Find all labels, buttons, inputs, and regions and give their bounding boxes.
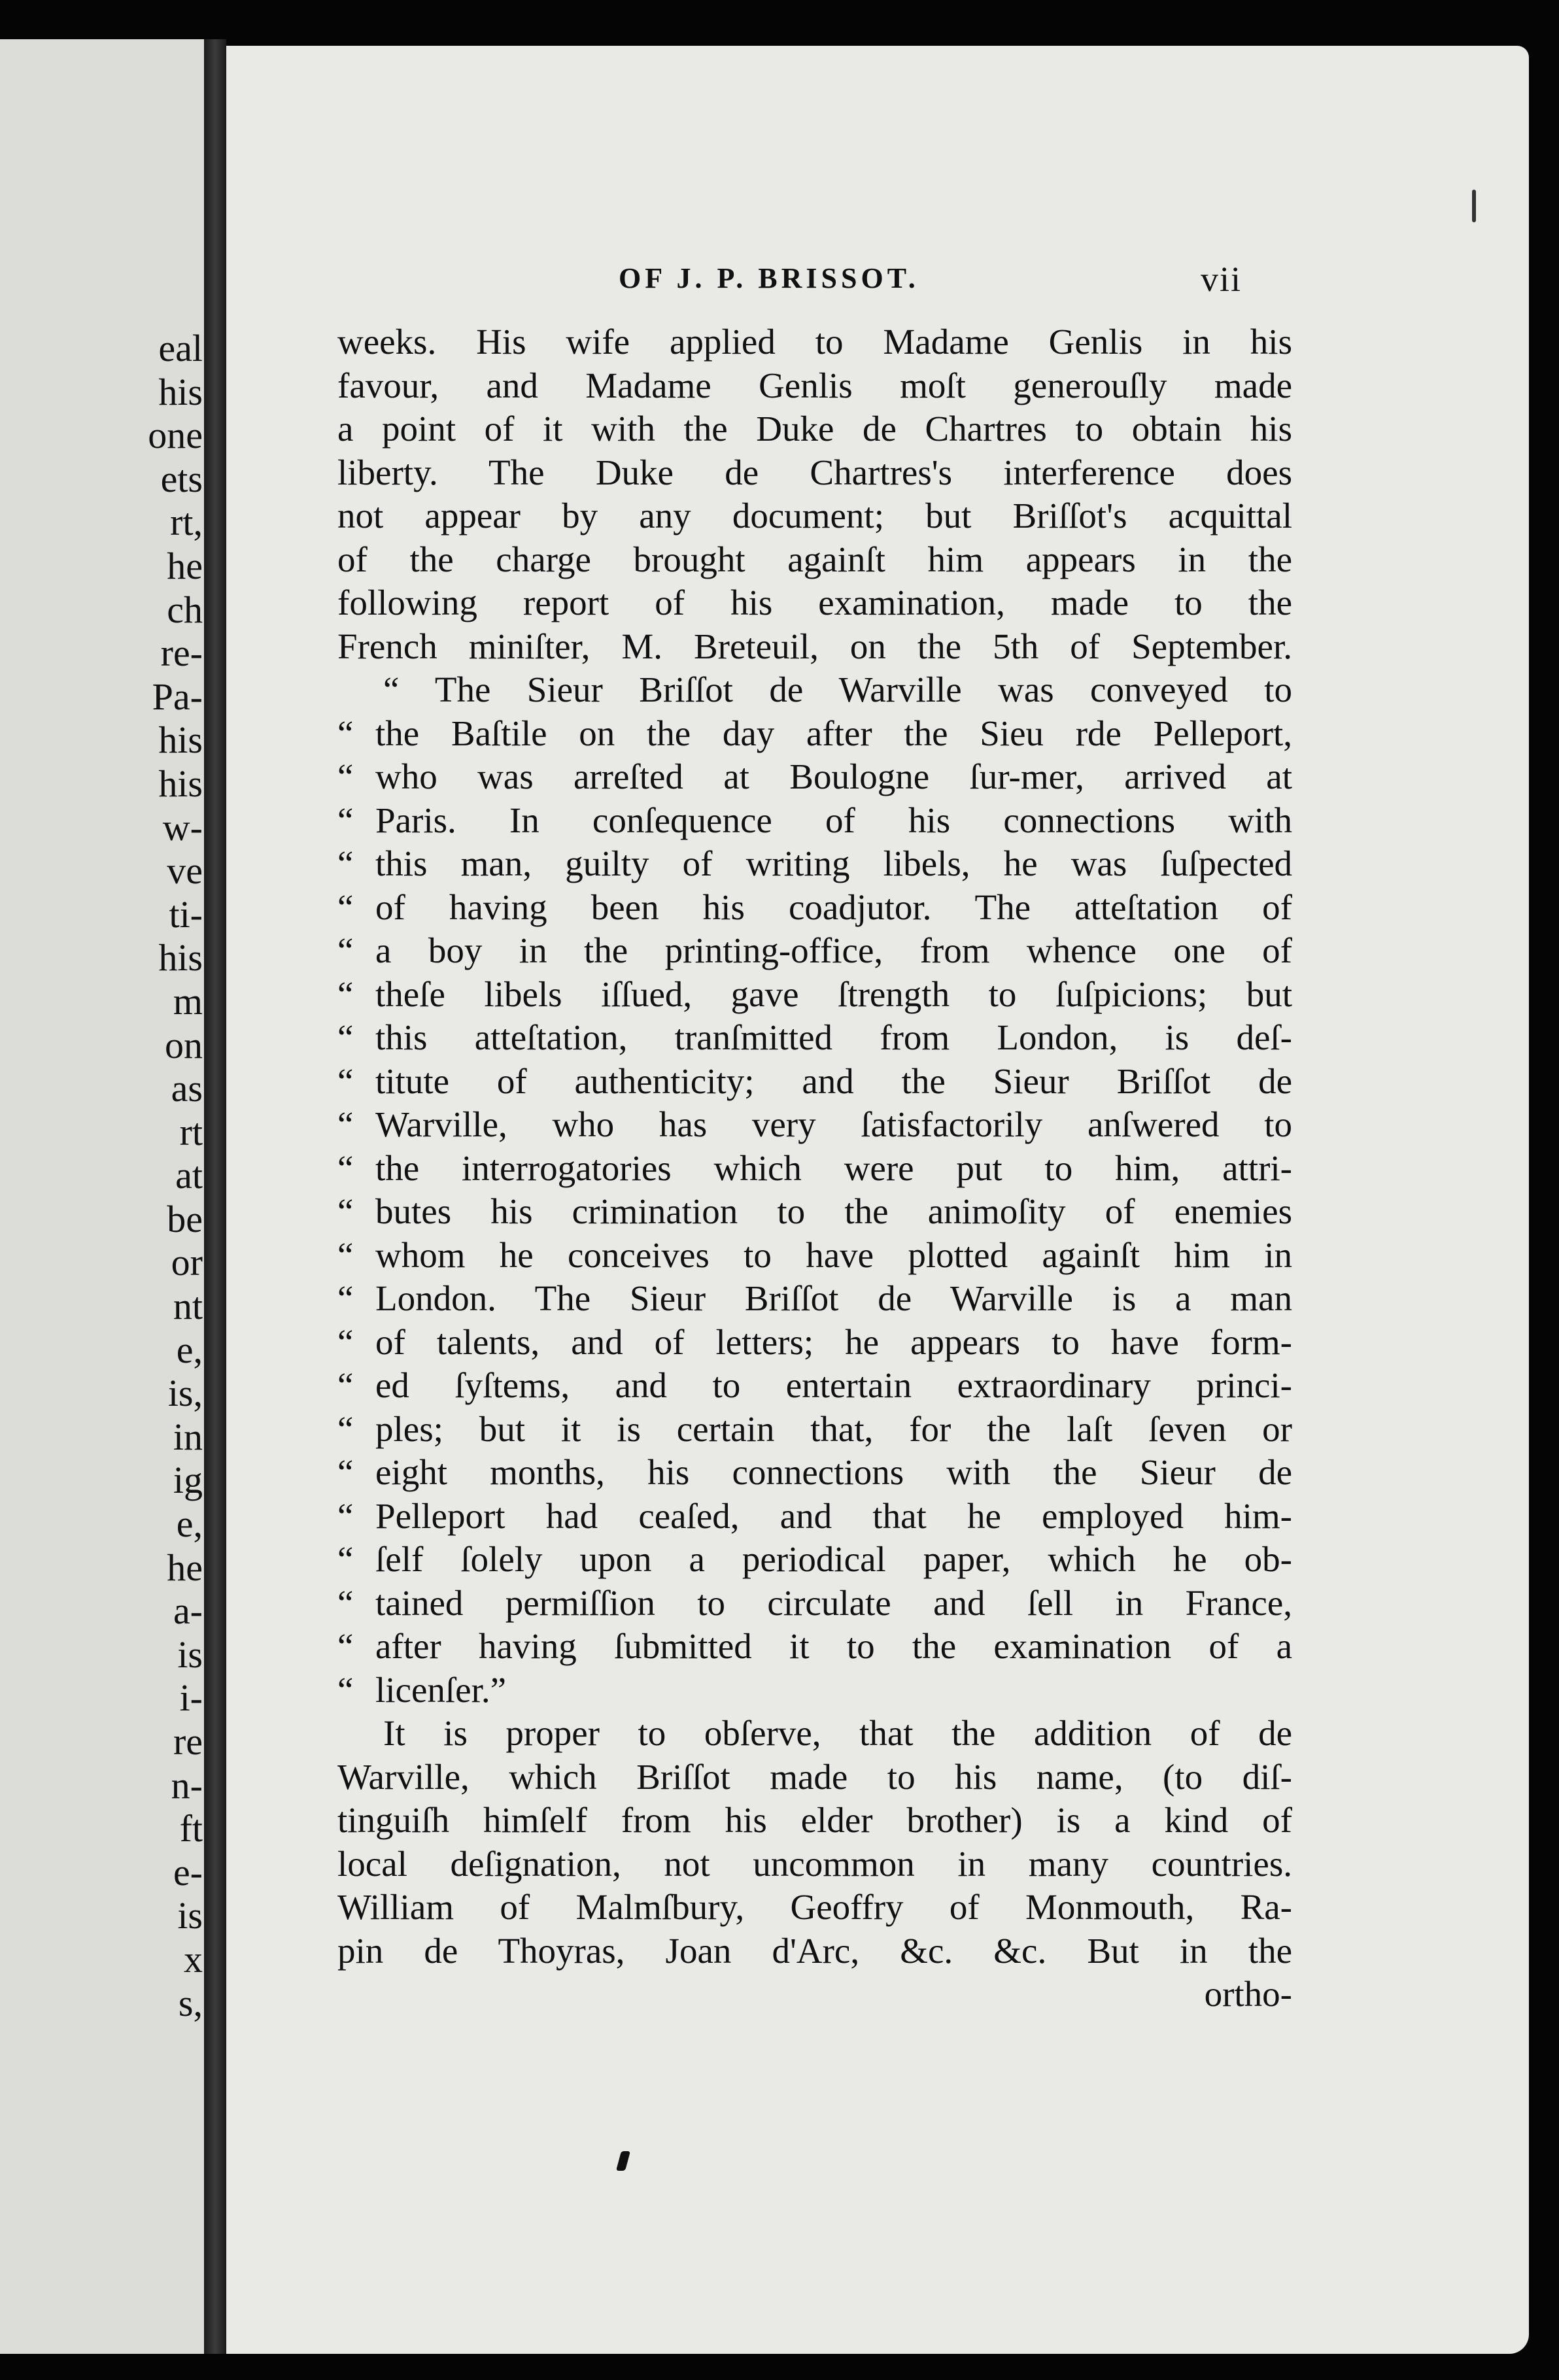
left-fragment: ets	[160, 457, 203, 500]
text-line-content: the interrogatories which were put to him, attri-	[375, 1148, 1292, 1188]
text-line	[337, 1016, 1292, 1060]
left-fragment: e,	[176, 1328, 203, 1371]
running-head-title: OF J. P. BRISSOT.	[619, 262, 919, 294]
body-text	[337, 320, 1292, 2016]
text-line	[337, 625, 1292, 669]
text-line-content: ſelf ſolely upon a periodical paper, which he ob-	[375, 1539, 1292, 1579]
left-fragment: re-	[160, 632, 203, 675]
text-line-content: ed ſyſtems, and to entertain extraordinary princi-	[375, 1365, 1292, 1405]
text-line-content: theſe libels iſſued, gave ſtrength to ſuſpicions; but	[375, 974, 1292, 1014]
quote-mark: “	[337, 756, 354, 796]
left-fragment: is,	[167, 1372, 203, 1415]
quote-mark: “	[337, 1582, 354, 1623]
text-line	[337, 1669, 1292, 1712]
left-fragment: on	[165, 1023, 203, 1066]
text-line-content: eight months, his connections with the Sieur de	[375, 1452, 1292, 1492]
left-fragment: m	[173, 979, 203, 1023]
left-fragment: rt	[179, 1110, 203, 1153]
text-line-content: this atteſtation, tranſmitted from London, is deſ-	[375, 1017, 1292, 1057]
text-line-content: this man, guilty of writing libels, he was ſuſpected	[375, 843, 1292, 883]
quote-mark: “	[337, 1191, 354, 1231]
text-line	[337, 1364, 1292, 1408]
quote-mark: “	[337, 1408, 354, 1449]
left-fragment: be	[167, 1197, 203, 1240]
left-fragment: or	[171, 1241, 203, 1284]
text-line-content: It is proper to obſerve, that the addition of de	[383, 1713, 1292, 1753]
left-fragment: a-	[173, 1590, 203, 1633]
text-line-content: William of Malmſbury, Geoffry of Monmouth, Ra-	[337, 1887, 1292, 1927]
text-line	[337, 886, 1292, 930]
left-fragment: he	[167, 1546, 203, 1589]
left-fragment: n-	[171, 1763, 203, 1807]
quote-mark: “	[337, 800, 354, 840]
left-page-edge	[0, 39, 204, 2354]
text-line-content: “ The Sieur Briſſot de Warville was conveyed to	[383, 670, 1292, 709]
left-fragment: w-	[162, 806, 203, 849]
page-number: vii	[1201, 260, 1242, 299]
text-line	[337, 538, 1292, 582]
text-line-content: a boy in the printing-office, from whence one of	[375, 930, 1292, 970]
text-line	[337, 1234, 1292, 1278]
quote-mark: “	[337, 1017, 354, 1057]
text-line-content: pin de Thoyras, Joan d'Arc, &c. &c. But in the	[337, 1930, 1292, 1971]
text-line	[337, 1625, 1292, 1669]
left-fragment: x	[184, 1937, 203, 1980]
text-line	[337, 1190, 1292, 1234]
text-line	[337, 451, 1292, 495]
text-line	[337, 1930, 1292, 1973]
text-line	[337, 1843, 1292, 1886]
text-line-content: Pelleport had ceaſed, and that he employed him-	[375, 1495, 1292, 1536]
left-fragment: his	[158, 762, 203, 805]
left-fragment: ti-	[169, 892, 203, 936]
quote-mark: “	[337, 1104, 354, 1144]
text-line-content: weeks. His wife applied to Madame Genlis in his	[337, 322, 1292, 362]
text-line	[337, 1538, 1292, 1582]
left-fragment: one	[148, 414, 203, 457]
text-line	[337, 1277, 1292, 1321]
quote-mark: “	[337, 1234, 354, 1275]
left-fragment: eal	[158, 327, 203, 369]
quote-mark: “	[337, 1452, 354, 1492]
quote-mark: “	[337, 1495, 354, 1536]
text-line-content: of having been his coadjutor. The atteſtation of	[375, 887, 1292, 927]
quote-mark: “	[337, 1539, 354, 1579]
ink-smudge	[616, 2151, 630, 2171]
left-fragment: ig	[173, 1459, 203, 1502]
quote-mark: “	[337, 1669, 354, 1710]
left-fragment: s,	[178, 1981, 203, 2024]
left-fragment: at	[175, 1154, 203, 1197]
left-fragment: ft	[179, 1807, 203, 1850]
running-head	[226, 262, 1529, 314]
left-fragment: ch	[167, 588, 203, 631]
text-line	[337, 1756, 1292, 1799]
text-line	[337, 364, 1292, 408]
text-line-content: of talents, and of letters; he appears to have form-	[375, 1321, 1292, 1362]
text-line-content: after having ſubmitted it to the examination of a	[375, 1626, 1292, 1666]
text-line-content: Paris. In conſequence of his connections with	[375, 800, 1292, 840]
quote-mark: “	[337, 1278, 354, 1318]
text-line	[337, 1060, 1292, 1104]
text-line	[337, 407, 1292, 451]
text-line	[337, 1886, 1292, 1930]
text-line-content: Warville, who has very ſatisfactorily anſwered to	[375, 1104, 1292, 1144]
text-line-content: the Baſtile on the day after the Sieu rde Pelleport,	[375, 713, 1292, 753]
text-line-content: whom he conceives to have plotted againſt him in	[375, 1234, 1292, 1275]
text-line	[337, 1147, 1292, 1191]
quote-mark: “	[337, 930, 354, 970]
text-line-content: ples; but it is certain that, for the laſt ſeven or	[375, 1408, 1292, 1449]
text-line-content: Warville, which Briſſot made to his name, (to diſ-	[337, 1756, 1292, 1797]
text-line	[337, 494, 1292, 538]
left-page-text-fragments	[124, 327, 203, 2025]
text-line-content: who was arreſted at Boulogne ſur-mer, arrived at	[375, 756, 1292, 796]
left-fragment: as	[171, 1067, 203, 1110]
book-gutter	[204, 39, 226, 2354]
text-line	[337, 1321, 1292, 1365]
text-line	[337, 1408, 1292, 1452]
text-line-content: tained permiſſion to circulate and ſell in France,	[375, 1582, 1292, 1623]
text-line-content: a point of it with the Duke de Chartres to obtain his	[337, 409, 1292, 449]
left-fragment: his	[158, 719, 203, 762]
text-line	[337, 320, 1292, 364]
text-line-content: titute of authenticity; and the Sieur Briſſot de	[375, 1061, 1292, 1101]
text-line-content: favour, and Madame Genlis moſt generouſly made	[337, 365, 1292, 405]
left-fragment: Pa-	[152, 675, 203, 718]
text-line	[337, 1451, 1292, 1495]
text-line	[337, 1495, 1292, 1538]
text-line-content: following report of his examination, made to the	[337, 583, 1292, 622]
text-line-content: London. The Sieur Briſſot de Warville is a man	[375, 1278, 1292, 1318]
left-fragment: ve	[167, 849, 203, 892]
quote-mark: “	[337, 974, 354, 1014]
quote-mark: “	[337, 843, 354, 883]
quote-mark: “	[337, 1365, 354, 1405]
left-fragment: he	[167, 544, 203, 587]
text-line	[337, 712, 1292, 756]
text-line-content: ortho-	[1204, 1974, 1292, 2014]
left-fragment: is	[177, 1894, 203, 1937]
quote-mark: “	[337, 1061, 354, 1101]
left-fragment: e-	[173, 1850, 203, 1894]
text-line-content: licenſer.”	[375, 1669, 507, 1710]
text-line	[337, 1712, 1292, 1756]
quote-mark: “	[337, 1148, 354, 1188]
text-line	[337, 1973, 1292, 2016]
left-fragment: nt	[173, 1285, 203, 1328]
left-fragment: in	[173, 1415, 203, 1458]
left-fragment: i-	[179, 1676, 203, 1720]
quote-mark: “	[337, 1626, 354, 1666]
right-page	[226, 46, 1529, 2354]
left-fragment: e,	[176, 1503, 203, 1546]
text-line-content: not appear by any document; but Briſſot's acquittal	[337, 496, 1292, 536]
left-fragment: rt,	[170, 501, 203, 544]
text-line	[337, 1103, 1292, 1147]
left-fragment: his	[158, 370, 203, 413]
text-line-content: local deſignation, not uncommon in many countries.	[337, 1843, 1292, 1884]
quote-mark: “	[337, 887, 354, 927]
text-line	[337, 755, 1292, 799]
left-fragment: his	[158, 936, 203, 979]
text-line	[337, 1799, 1292, 1843]
text-line	[337, 668, 1292, 712]
text-line	[337, 1582, 1292, 1625]
text-line	[337, 842, 1292, 886]
text-line	[337, 799, 1292, 843]
text-line	[337, 581, 1292, 625]
text-line-content: butes his crimination to the animoſity of enemies	[375, 1191, 1292, 1231]
left-fragment: re	[173, 1720, 203, 1763]
text-line-content: liberty. The Duke de Chartres's interference does	[337, 452, 1292, 492]
quote-mark: “	[337, 713, 354, 753]
text-line-content: tinguiſh himſelf from his elder brother) is a kind of	[337, 1800, 1292, 1840]
text-line-content: French miniſter, M. Breteuil, on the 5th of September.	[337, 626, 1292, 666]
page-edge-mark	[1472, 190, 1476, 222]
text-line	[337, 929, 1292, 973]
text-line	[337, 973, 1292, 1017]
left-fragment: is	[177, 1633, 203, 1676]
text-line-content: of the charge brought againſt him appears in the	[337, 539, 1292, 579]
quote-mark: “	[337, 1321, 354, 1362]
